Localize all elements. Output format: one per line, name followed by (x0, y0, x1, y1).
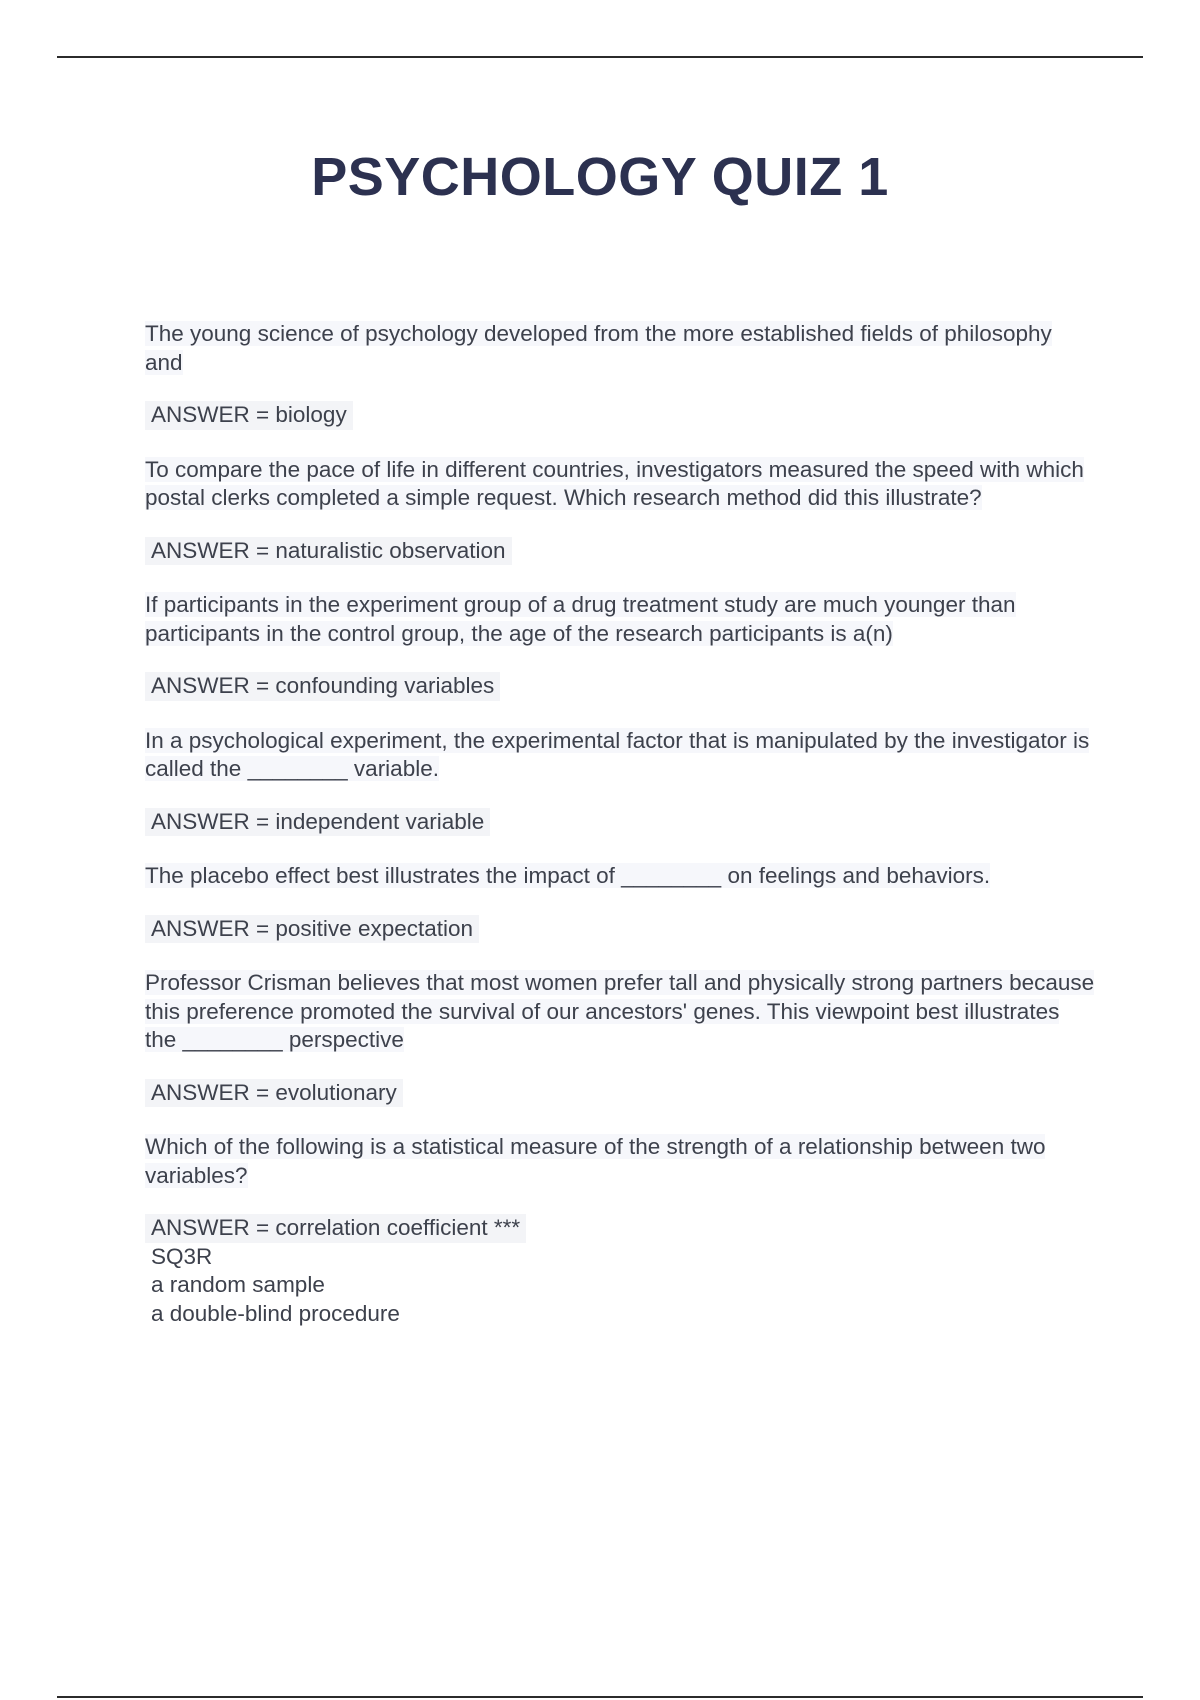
question-text: The young science of psychology developed from the more established fields of philosophy and (145, 321, 1052, 375)
question-block-1 (145, 320, 1095, 377)
answer-text: ANSWER = evolutionary (145, 1079, 403, 1108)
question-block-7 (145, 1133, 1095, 1190)
answer-text: ANSWER = confounding variables (145, 672, 500, 701)
question-text: The placebo effect best illustrates the impact of ________ on feelings and behaviors. (145, 863, 991, 888)
question-block-5 (145, 862, 1095, 891)
answer-text: ANSWER = positive expectation (145, 915, 479, 944)
question-block-6 (145, 969, 1095, 1055)
answer-text: ANSWER = correlation coefficient *** (145, 1214, 526, 1243)
question-block-4 (145, 727, 1095, 784)
question-text: Which of the following is a statistical measure of the strength of a relationship between two variables? (145, 1134, 1046, 1188)
answer-text: ANSWER = biology (145, 401, 353, 430)
option-text: a double-blind procedure (151, 1300, 400, 1326)
question-block-2 (145, 456, 1095, 513)
question-block-3 (145, 591, 1095, 648)
question-text: In a psychological experiment, the experimental factor that is manipulated by the investigator is called the ________ variable. (145, 727, 1090, 781)
question-text: Professor Crisman believes that most women prefer tall and physically strong partners because this preference promoted the survival of our ancestors' genes. This viewpoint best illustrates the ________ perspective (145, 970, 1095, 1052)
top-rule (57, 56, 1143, 58)
quiz-content (145, 320, 1095, 1328)
option-text: SQ3R (151, 1243, 213, 1269)
option-text: a random sample (151, 1272, 325, 1297)
answer-text: ANSWER = naturalistic observation (145, 537, 512, 566)
question-text: If participants in the experiment group of a drug treatment study are much younger than participants in the control group, the age of the research participants is a(n) (145, 592, 1016, 646)
page-title: PSYCHOLOGY QUIZ 1 (311, 147, 889, 207)
bottom-rule (57, 1696, 1143, 1698)
answer-text: ANSWER = independent variable (145, 808, 490, 837)
question-text: To compare the pace of life in different countries, investigators measured the speed with which postal clerks completed a simple request. Which research method did this illustrate? (145, 456, 1084, 510)
